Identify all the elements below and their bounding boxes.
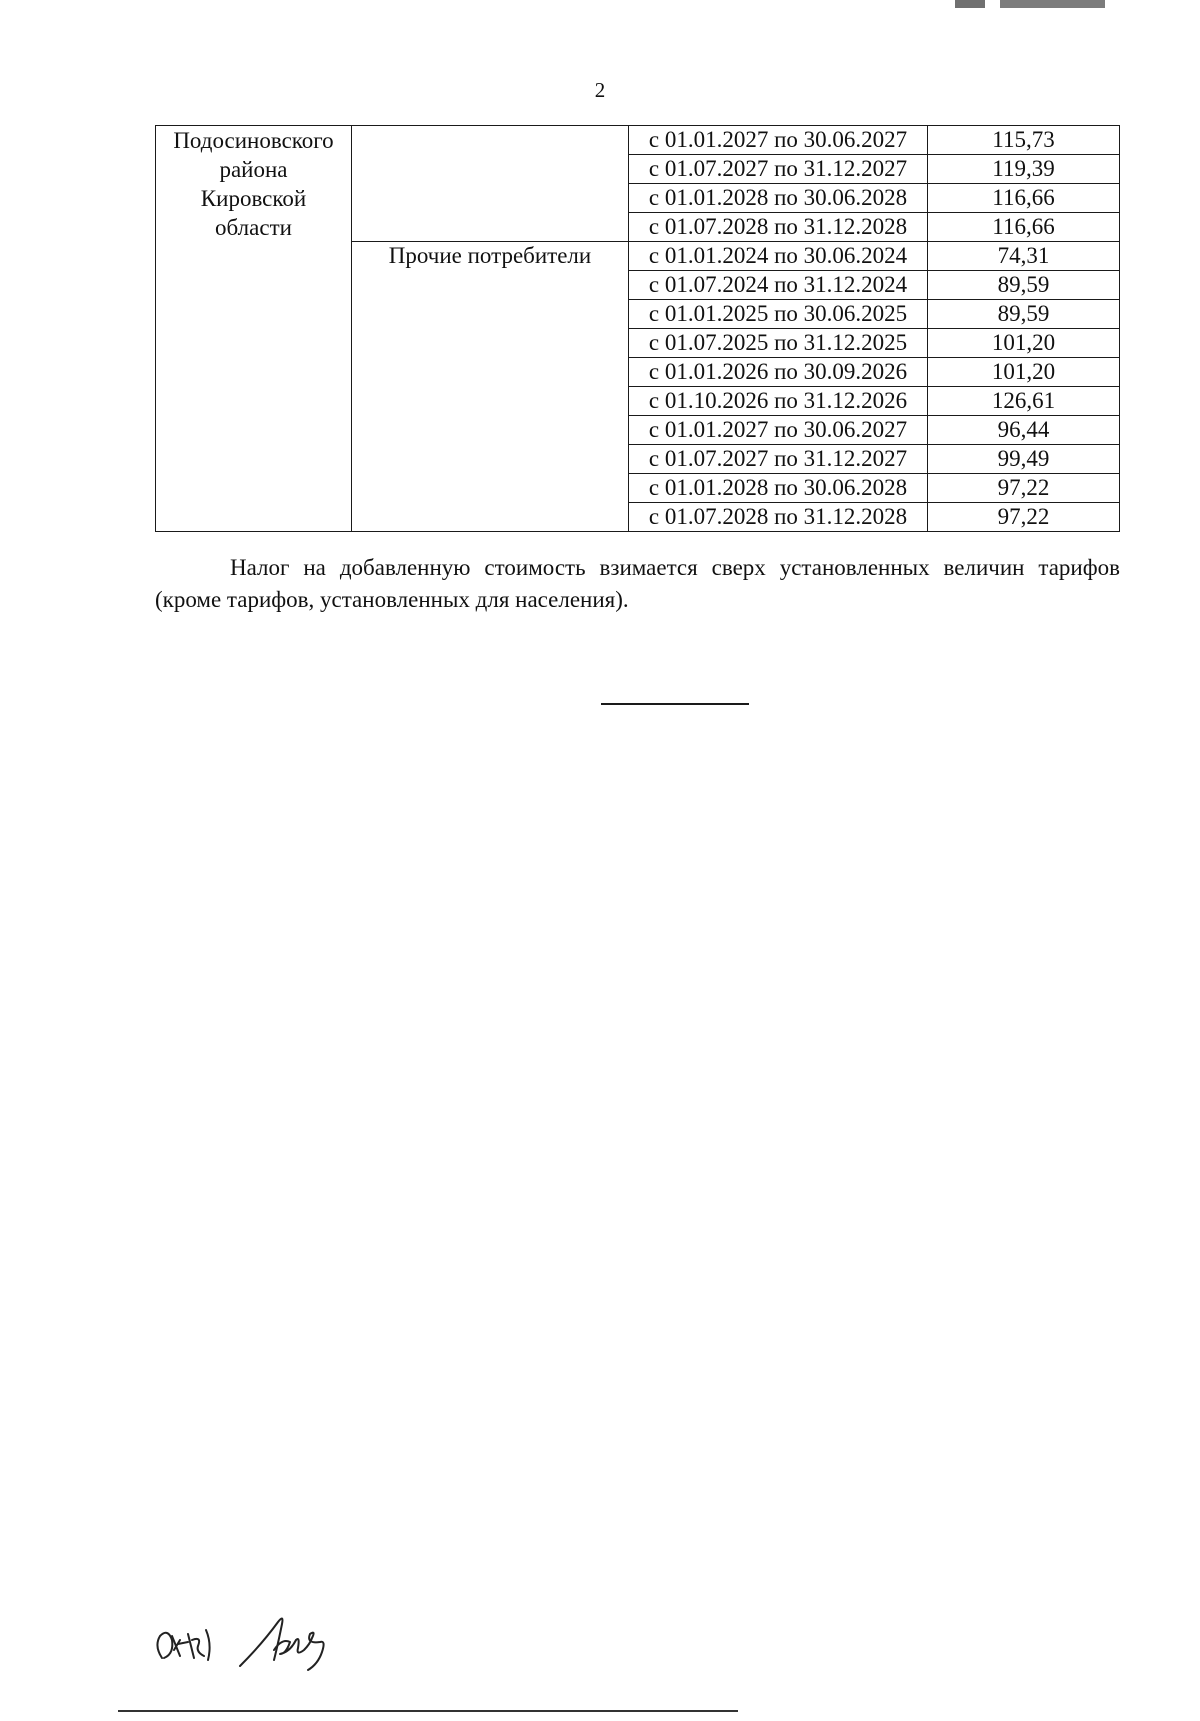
end-of-document-rule <box>601 703 749 705</box>
consumer-cell: Прочие потребители <box>352 242 629 532</box>
period-cell: с 01.01.2028 по 30.06.2028 <box>629 474 928 503</box>
tariff-value-cell: 89,59 <box>928 271 1120 300</box>
region-line: Кировской <box>200 186 307 211</box>
scan-bottom-edge <box>118 1710 738 1712</box>
tariff-value-cell: 96,44 <box>928 416 1120 445</box>
period-cell: с 01.10.2026 по 31.12.2026 <box>629 387 928 416</box>
vat-note <box>155 552 1120 616</box>
period-cell: с 01.07.2024 по 31.12.2024 <box>629 271 928 300</box>
signature-drawing <box>150 1600 450 1680</box>
tariff-value-cell: 97,22 <box>928 503 1120 532</box>
scan-corner-mark <box>955 0 1105 8</box>
page-number: 2 <box>594 78 606 102</box>
region-cell <box>156 126 352 532</box>
tariff-value-cell: 97,22 <box>928 474 1120 503</box>
tariff-value-cell: 101,20 <box>928 329 1120 358</box>
period-cell: с 01.07.2027 по 31.12.2027 <box>629 155 928 184</box>
period-cell: с 01.07.2028 по 31.12.2028 <box>629 213 928 242</box>
period-cell: с 01.01.2028 по 30.06.2028 <box>629 184 928 213</box>
vat-note-text: Налог на добавленную стоимость взимается сверх установленных величин тарифов (кроме тарифов, установленных для населения). <box>155 555 1120 612</box>
period-cell: с 01.07.2027 по 31.12.2027 <box>629 445 928 474</box>
tariff-value-cell: 101,20 <box>928 358 1120 387</box>
tariff-table-body <box>156 126 1120 532</box>
tariff-value-cell: 89,59 <box>928 300 1120 329</box>
consumer-cell <box>352 126 629 242</box>
region-line: района <box>219 157 288 182</box>
tariff-value-cell: 99,49 <box>928 445 1120 474</box>
tariff-value-cell: 116,66 <box>928 213 1120 242</box>
period-cell: с 01.01.2027 по 30.06.2027 <box>629 126 928 155</box>
period-cell: с 01.07.2028 по 31.12.2028 <box>629 503 928 532</box>
tariff-value-cell: 115,73 <box>928 126 1120 155</box>
tariff-value-cell: 119,39 <box>928 155 1120 184</box>
handwritten-signature <box>150 1600 450 1680</box>
table-row <box>156 126 1120 155</box>
tariff-value-cell: 126,61 <box>928 387 1120 416</box>
region-line: области <box>215 215 292 240</box>
period-cell: с 01.07.2025 по 31.12.2025 <box>629 329 928 358</box>
period-cell: с 01.01.2025 по 30.06.2025 <box>629 300 928 329</box>
tariff-value-cell: 116,66 <box>928 184 1120 213</box>
tariff-table <box>155 125 1120 532</box>
period-cell: с 01.01.2027 по 30.06.2027 <box>629 416 928 445</box>
tariff-value-cell: 74,31 <box>928 242 1120 271</box>
region-line: Подосиновского <box>173 128 334 153</box>
period-cell: с 01.01.2024 по 30.06.2024 <box>629 242 928 271</box>
period-cell: с 01.01.2026 по 30.09.2026 <box>629 358 928 387</box>
